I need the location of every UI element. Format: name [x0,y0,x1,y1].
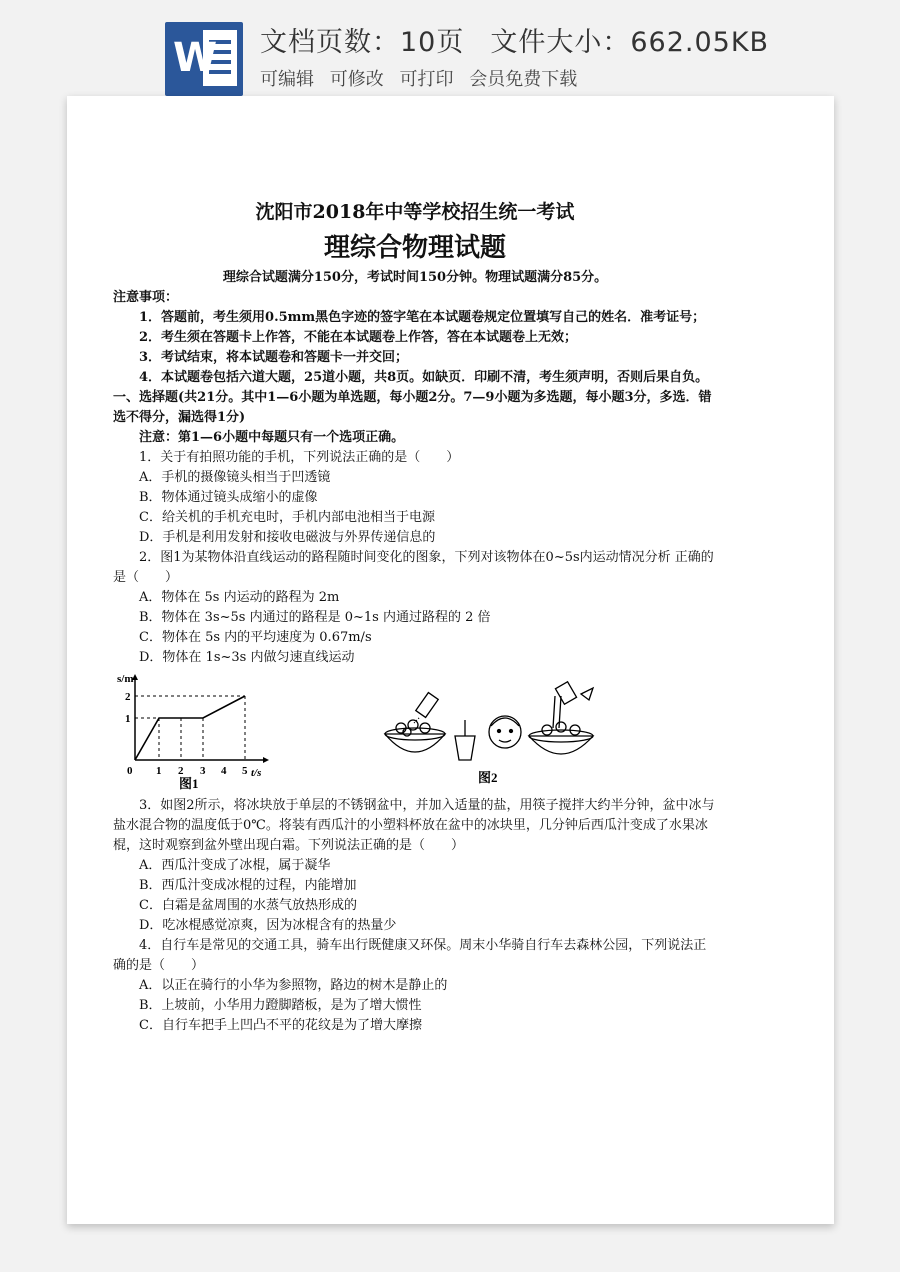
question-stem: 1．关于有拍照功能的手机，下列说法正确的是（ ） [139,450,460,465]
section-note: 注意：第1—6小题中每题只有一个选项正确。 [139,430,405,445]
question-option: A．手机的摄像镜头相当于凹透镜 [139,470,331,485]
question-option: B．物体通过镜头成缩小的虚像 [139,490,318,505]
question-option: D．手机是利用发射和接收电磁波与外界传递信息的 [139,530,436,545]
question-option: A．物体在 5s 内运动的路程为 2m [139,590,340,605]
word-icon-letter: W [173,35,218,81]
question-option: A．以正在骑行的小华为参照物，路边的树木是静止的 [139,978,448,993]
figure-2-caption: 图2 [478,770,498,785]
feature-printable: 可打印 [399,69,454,90]
x-axis-arrow-icon [263,757,269,763]
question-option: C．物体在 5s 内的平均速度为 0.67m/s [139,630,372,645]
question-stem: 4．自行车是常见的交通工具，骑车出行既健康又环保。周末小华骑自行车去森林公园，下列说法正确的是（ ） [113,938,707,973]
feature-editable: 可编辑 [260,69,314,90]
exam-subject-title: 理综合物理试题 [323,233,506,263]
juice-cup [455,736,475,760]
salt-shaker [416,693,438,718]
question-option: D．物体在 1s~3s 内做匀速直线运动 [139,650,355,665]
boy-face [489,716,521,748]
question-stem: 2．图1为某物体沿直线运动的路程随时间变化的图象，下列对该物体在0~5s内运动情况分析 正确的是（ ） [113,550,714,585]
question-option: D．吃冰棍感觉凉爽，因为冰棍含有的热量少 [139,918,397,933]
figure-1-caption: 图1 [179,776,199,790]
y-tick-label: 2 [125,691,131,703]
notice-item: 2．考生须在答题卡上作答，不能在本试题卷上作答，答在本试题卷上无效； [139,330,578,345]
origin-label: 0 [127,765,133,777]
question-option: C．给关机的手机充电时，手机内部电池相当于电源 [139,510,435,525]
question-option: C．自行车把手上凹凸不平的花纹是为了增大摩擦 [139,1018,422,1033]
file-size: 文件大小：662.05KB [490,27,770,58]
distance-time-graph [113,672,273,790]
x-tick-label: 2 [178,765,184,777]
x-tick-label: 3 [200,765,206,777]
notice-item: 4．本试题卷包括六道大题，25道小题，共8页。如缺页．印刷不清，考生须声明，否则后果自负。 [139,370,709,385]
steel-bowl-right [529,736,593,754]
notice-header: 注意事项： [113,290,179,305]
question-option: B．西瓜汁变成冰棍的过程，内能增加 [139,878,357,893]
word-document-icon [165,22,243,96]
y-tick-label: 1 [125,713,131,725]
x-tick-label: 4 [221,765,227,777]
feature-free-download: 会员免费下载 [469,69,578,90]
chopsticks [553,696,555,728]
feature-modifiable: 可修改 [329,69,384,90]
motion-line [135,696,245,760]
exam-content [113,200,717,1036]
x-tick-label: 1 [156,765,162,777]
steel-bowl-left [385,734,445,752]
question-option: B．物体在 3s~5s 内通过的路程是 0~1s 内通过路程的 2 倍 [139,610,491,625]
figures-row [113,672,717,790]
question-option: A．西瓜汁变成了冰棍，属于凝华 [139,858,331,873]
question-option: B．上坡前，小华用力蹬脚踏板，是为了增大惯性 [139,998,422,1013]
section-header: 一、选择题(共21分。其中1—6小题为单选题，每小题2分。7—9小题为多选题，每小题3分，多选．错选不得分，漏选得1分) [113,390,712,425]
file-info [260,20,769,91]
download-banner [0,0,900,100]
exam-score-note: 理综合试题满分150分，考试时间150分钟。物理试题满分85分。 [222,270,608,285]
page-count: 文档页数：10页 [260,27,465,58]
x-tick-label: 5 [242,765,248,777]
ice-salt-experiment-illustration [383,676,603,786]
x-axis-label: t/s [251,767,262,779]
y-axis-label: s/m [117,673,134,685]
notice-item: 1．答题前，考生须用0.5mm黑色字迹的签字笔在本试题卷规定位置填写自己的姓名．准考证号； [139,310,706,325]
question-stem: 3．如图2所示，将冰块放于单层的不锈钢盆中，并加入适量的盐，用筷子搅拌大约半分钟，盆中冰与盐水混合物的温度低于0℃。将装有西瓜汁的小塑料杯放在盆中的冰块里，几分钟后西瓜汁变成了水果冰棍，这时观察到盆外壁出现白霜。下列说法正确的是（ ） [113,798,715,853]
feature-list [260,65,769,91]
question-option: C．白霜是盆周围的水蒸气放热形成的 [139,898,357,913]
notice-item: 3．考试结束，将本试题卷和答题卡一并交回； [139,350,409,365]
exam-title: 沈阳市2018年中等学校招生统一考试 [255,201,575,223]
